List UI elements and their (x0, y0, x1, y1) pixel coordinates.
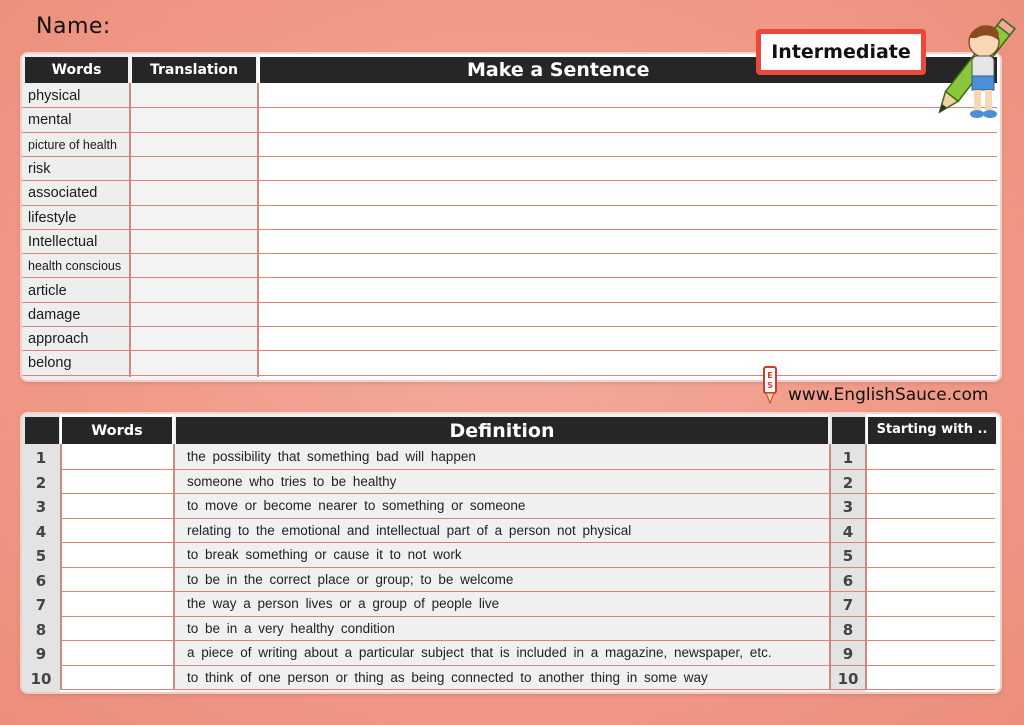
svg-text:E: E (767, 371, 773, 380)
site-url[interactable]: www.EnglishSauce.com (788, 385, 989, 405)
definition-text: a piece of writing about a particular subject that is included in a magazine, newspaper, etc. (187, 645, 772, 660)
starting-with-field[interactable] (868, 470, 996, 494)
level-badge-label: Intermediate (761, 34, 921, 70)
row-number: 9 (35, 645, 47, 663)
row-rule (60, 567, 995, 568)
sentence-field[interactable] (260, 327, 997, 350)
row-number-right: 6 (842, 571, 854, 590)
level-badge (756, 29, 926, 75)
vocab-word: picture of health (28, 137, 117, 152)
definition-text: to move or become nearer to something or someone (187, 498, 526, 513)
word-answer-field[interactable] (62, 666, 172, 690)
row-number-right: 5 (842, 547, 854, 565)
definition-text: to break something or cause it to not work (187, 547, 462, 562)
vocab-word: approach (28, 331, 89, 348)
row-number-right: 10 (837, 669, 859, 688)
row-number: 6 (35, 571, 47, 590)
row-number: 3 (35, 498, 47, 516)
row-number: 10 (30, 669, 52, 688)
row-number-right: 1 (842, 449, 854, 467)
row-number-right: 8 (842, 620, 854, 639)
row-rule (60, 689, 995, 690)
vocab-word: physical (28, 88, 81, 105)
vocab-word: damage (28, 306, 81, 323)
name-label: Name: (36, 14, 111, 39)
sentence-field[interactable] (260, 303, 997, 326)
englishsauce-logo-icon (762, 366, 778, 406)
starting-with-field[interactable] (868, 494, 996, 518)
definition-text: to be in the correct place or group; to be welcome (187, 571, 514, 587)
vocab-word: health conscious (28, 259, 122, 274)
row-number-right: 2 (842, 473, 854, 492)
sentence-field[interactable] (260, 108, 997, 131)
row-number-right: 4 (842, 522, 854, 541)
starting-with-field[interactable] (868, 519, 996, 543)
row-number: 7 (35, 596, 47, 614)
row-rule (60, 542, 995, 543)
sentence-field[interactable] (260, 254, 997, 277)
definition-text: the possibility that something bad will happen (187, 449, 476, 464)
starting-with-field[interactable] (868, 543, 996, 567)
row-rule (60, 665, 995, 666)
row-number: 4 (35, 522, 47, 541)
row-number-right: 7 (842, 596, 854, 614)
word-answer-field[interactable] (62, 592, 172, 616)
definition-card (22, 414, 1000, 692)
word-answer-field[interactable] (62, 641, 172, 665)
sentence-field[interactable] (260, 351, 997, 374)
word-answer-field[interactable] (62, 445, 172, 469)
svg-text:S: S (767, 381, 773, 390)
starting-with-field[interactable] (868, 666, 996, 690)
row-number: 1 (35, 449, 47, 467)
word-answer-field[interactable] (62, 543, 172, 567)
translation-header: Translation (132, 57, 256, 83)
word-answer-field[interactable] (62, 568, 172, 592)
sentence-field[interactable] (260, 206, 997, 229)
vocab-word: mental (28, 112, 72, 129)
definition-header: Definition (176, 417, 828, 444)
word-answer-field[interactable] (62, 470, 172, 494)
vocab-word: article (28, 282, 67, 299)
word-answer-field[interactable] (62, 494, 172, 518)
vocabulary-card (22, 54, 1000, 380)
starting-with-field[interactable] (868, 568, 996, 592)
words-header-bottom: Words (62, 417, 172, 444)
row-number: 2 (35, 473, 47, 492)
vocab-word: risk (28, 161, 51, 178)
row-rule (60, 591, 995, 592)
definition-text: to think of one person or thing as being connected to another thing in some way (187, 669, 708, 685)
row-rule (22, 375, 997, 376)
starting-with-field[interactable] (868, 445, 996, 469)
row-number-right: 3 (842, 498, 854, 516)
row-number: 5 (35, 547, 47, 565)
vocab-word: Intellectual (28, 233, 98, 250)
definition-text: to be in a very healthy condition (187, 620, 395, 636)
column-divider (129, 83, 131, 377)
row-rule (60, 616, 995, 617)
sentence-field[interactable] (260, 157, 997, 180)
starting-with-field[interactable] (868, 641, 996, 665)
definition-text: the way a person lives or a group of people live (187, 596, 500, 611)
words-header: Words (25, 57, 128, 83)
sentence-field[interactable] (260, 278, 997, 301)
word-answer-field[interactable] (62, 617, 172, 641)
translation-column-shade (130, 54, 258, 380)
pencil-kid-illustration (926, 8, 1022, 130)
sentence-field[interactable] (260, 230, 997, 253)
sentence-field[interactable] (260, 84, 997, 107)
starting-with-header: Starting with .. (868, 417, 996, 444)
number-header (25, 417, 59, 444)
sentence-field[interactable] (260, 133, 997, 156)
row-rule (60, 640, 995, 641)
starting-with-field[interactable] (868, 617, 996, 641)
row-rule (60, 469, 995, 470)
vocab-word: lifestyle (28, 209, 77, 226)
vocab-word: belong (28, 355, 72, 372)
vocab-word: associated (28, 185, 98, 202)
row-rule (60, 493, 995, 494)
number-header-right (832, 417, 865, 444)
row-rule (60, 518, 995, 519)
make-a-sentence-header: Make a Sentence (260, 57, 997, 83)
column-divider (257, 83, 259, 377)
sentence-field[interactable] (260, 181, 997, 204)
definition-text: relating to the emotional and intellectual part of a person not physical (187, 522, 632, 538)
definition-text: someone who tries to be healthy (187, 473, 397, 489)
starting-with-field[interactable] (868, 592, 996, 616)
row-number: 8 (35, 620, 47, 639)
word-answer-field[interactable] (62, 519, 172, 543)
row-number-right: 9 (842, 645, 854, 663)
